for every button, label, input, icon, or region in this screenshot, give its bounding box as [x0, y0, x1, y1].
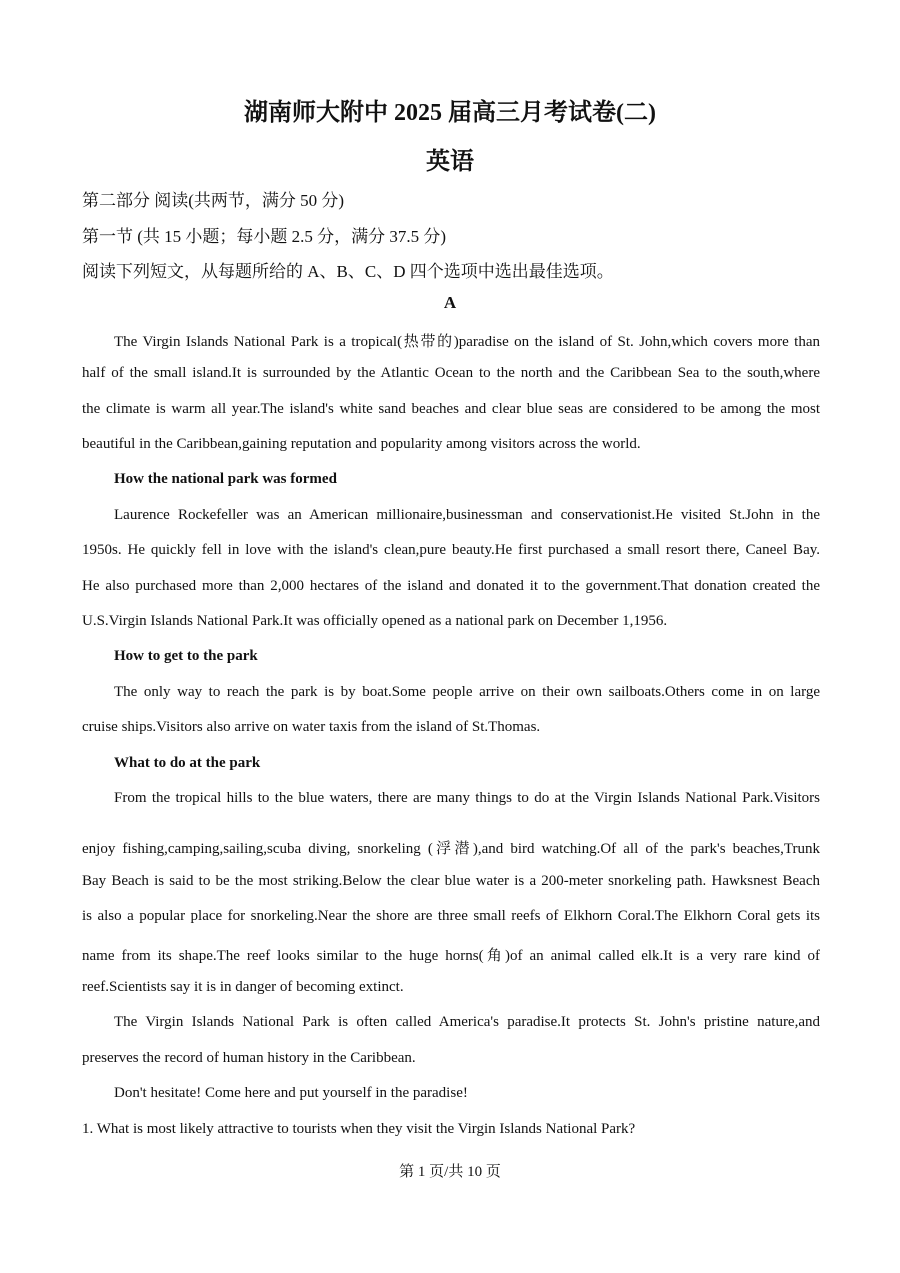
- section-subheading: How to get to the park: [114, 648, 258, 664]
- paragraph-line: U.S.Virgin Islands National Park.It was officially opened as a national park on December 1,1956.: [82, 613, 668, 629]
- paragraph-line: Don't hesitate! Come here and put yourself in the paradise!: [114, 1085, 468, 1101]
- section-subheading: How the national park was formed: [114, 471, 337, 487]
- instruction-text: 阅读下列短文，从每题所给的 A、B、C、D 四个选项中选出最佳选项。: [82, 262, 614, 281]
- section-heading: 第二部分 阅读(共两节，满分 50 分): [82, 191, 345, 210]
- subsection-heading: 第一节 (共 15 小题；每小题 2.5 分，满分 37.5 分): [82, 227, 447, 246]
- paragraph-line: The only way to reach the park is by boat.Some people arrive on their own sailboats.Others come in on large: [114, 684, 820, 700]
- paragraph-line: 1950s. He quickly fell in love with the island's clean,pure beauty.He first purchased a small resort there, Caneel Bay.: [82, 542, 820, 558]
- paragraph-line: reef.Scientists say it is in danger of becoming extinct.: [82, 979, 404, 995]
- paragraph-line: half of the small island.It is surrounded by the Atlantic Ocean to the north and the Caribbean Sea to the south,where: [82, 365, 820, 381]
- exam-title: 湖南师大附中 2025 届高三月考试卷(二): [244, 100, 656, 126]
- paragraph-line: The Virgin Islands National Park is a tropical(热带的)paradise on the island of St. John,which covers more than: [114, 334, 820, 350]
- paragraph-line: the climate is warm all year.The island's white sand beaches and clear blue seas are considered to be among the most: [82, 401, 820, 417]
- paragraph-line: enjoy fishing,camping,sailing,scuba diving, snorkeling (浮潜),and bird watching.Of all of the park's beaches,Trunk: [82, 841, 820, 857]
- section-subheading: What to do at the park: [114, 755, 261, 771]
- subject-title: 英语: [426, 149, 474, 175]
- paragraph-line: name from its shape.The reef looks similar to the huge horns(角)of an animal called elk.It is a very rare kind of: [82, 948, 820, 964]
- paragraph-line: From the tropical hills to the blue waters, there are many things to do at the Virgin Islands National Park.Visitors: [114, 790, 820, 806]
- paragraph-line: The Virgin Islands National Park is often called America's paradise.It protects St. John's pristine nature,and: [114, 1014, 820, 1030]
- paragraph-line: beautiful in the Caribbean,gaining reputation and popularity among visitors across the world.: [82, 436, 641, 452]
- paragraph-line: preserves the record of human history in the Caribbean.: [82, 1050, 416, 1066]
- paragraph-line: He also purchased more than 2,000 hectares of the island and donated it to the government.That donation created the: [82, 578, 820, 594]
- paragraph-line: Bay Beach is said to be the most striking.Below the clear blue water is a 200-meter snorkeling path. Hawksnest Beach: [82, 873, 820, 889]
- passage-letter: A: [443, 293, 457, 312]
- question-1: 1. What is most likely attractive to tourists when they visit the Virgin Islands National Park?: [82, 1121, 636, 1137]
- paragraph-line: Laurence Rockefeller was an American millionaire,businessman and conservationist.He visited St.John in the: [114, 507, 820, 523]
- paragraph-line: is also a popular place for snorkeling.Near the shore are three small reefs of Elkhorn Coral.The Elkhorn Coral gets its: [82, 908, 820, 924]
- paragraph-line: cruise ships.Visitors also arrive on water taxis from the island of St.Thomas.: [82, 719, 541, 735]
- page-footer: 第 1 页/共 10 页: [399, 1164, 501, 1180]
